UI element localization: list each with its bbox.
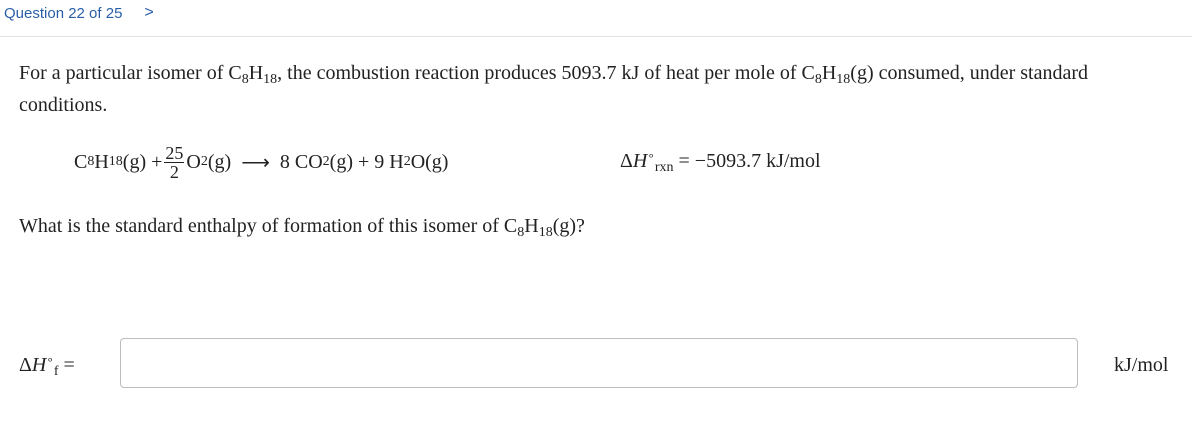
fraction — [164, 144, 184, 181]
enthalpy-value: = −5093.7 kJ/mol — [673, 150, 821, 172]
eq-text: 8 CO — [279, 150, 323, 173]
enthalpy-symbol: H — [632, 150, 648, 172]
fraction-denominator: 2 — [169, 161, 179, 182]
intro-text: H — [248, 62, 264, 84]
fraction-numerator: 25 — [165, 142, 184, 163]
intro-text: For a particular isomer of C — [19, 62, 242, 84]
next-question-chevron-icon[interactable]: > — [144, 4, 154, 21]
intro-text: (g) consumed, under standard conditions. — [19, 62, 1088, 116]
eq-text: (g) — [207, 150, 232, 173]
eq-text: O — [186, 150, 201, 173]
eq-text: H — [94, 150, 109, 173]
eq-text: (g) + 9 H — [329, 150, 404, 173]
question-counter: Question 22 of 25 — [4, 4, 123, 22]
reaction-enthalpy — [620, 150, 821, 173]
intro-text: , the combustion reaction produces 5093.7 kJ of heat per mole of C — [277, 62, 815, 84]
question-header — [0, 0, 1192, 26]
delta-symbol: Δ — [620, 150, 633, 172]
formation-subscript: f — [53, 364, 59, 379]
intro-sub: 18 — [836, 72, 851, 87]
eq-text: O(g) — [410, 150, 449, 173]
intro-text: H — [821, 62, 837, 84]
answer-unit: kJ/mol — [1114, 354, 1169, 376]
standard-state-symbol: ∘ — [46, 352, 54, 367]
eq-text: C — [74, 150, 88, 173]
reaction-arrow-icon: ⟶ — [241, 151, 270, 174]
rxn-subscript: rxn — [654, 160, 674, 175]
eq-text: (g) + — [122, 150, 163, 173]
standard-state-symbol: ∘ — [647, 148, 655, 163]
question-prompt — [19, 215, 585, 238]
question-text: What is the standard enthalpy of formation of this isomer of C — [19, 215, 518, 237]
answer-input[interactable] — [120, 338, 1078, 388]
combustion-equation: C 8 H 18 (g) + $\frac{25}{2}$ O 2 (g) ⟶ 8 CO 2 (g) + 9 H 2 O(g) — [74, 142, 449, 182]
intro-sub: 18 — [263, 72, 278, 87]
problem-intro — [19, 57, 1179, 121]
equals-sign: = — [58, 354, 75, 376]
enthalpy-symbol: H — [31, 354, 47, 376]
question-text: H — [524, 215, 539, 237]
question-sub: 18 — [538, 225, 553, 240]
question-text: (g)? — [552, 215, 585, 237]
intro-sub: 8 — [814, 72, 822, 87]
delta-symbol: Δ — [19, 354, 32, 376]
answer-label — [19, 354, 75, 377]
question-sub: 8 — [517, 225, 525, 240]
intro-sub: 8 — [241, 72, 249, 87]
header-divider — [0, 36, 1192, 37]
